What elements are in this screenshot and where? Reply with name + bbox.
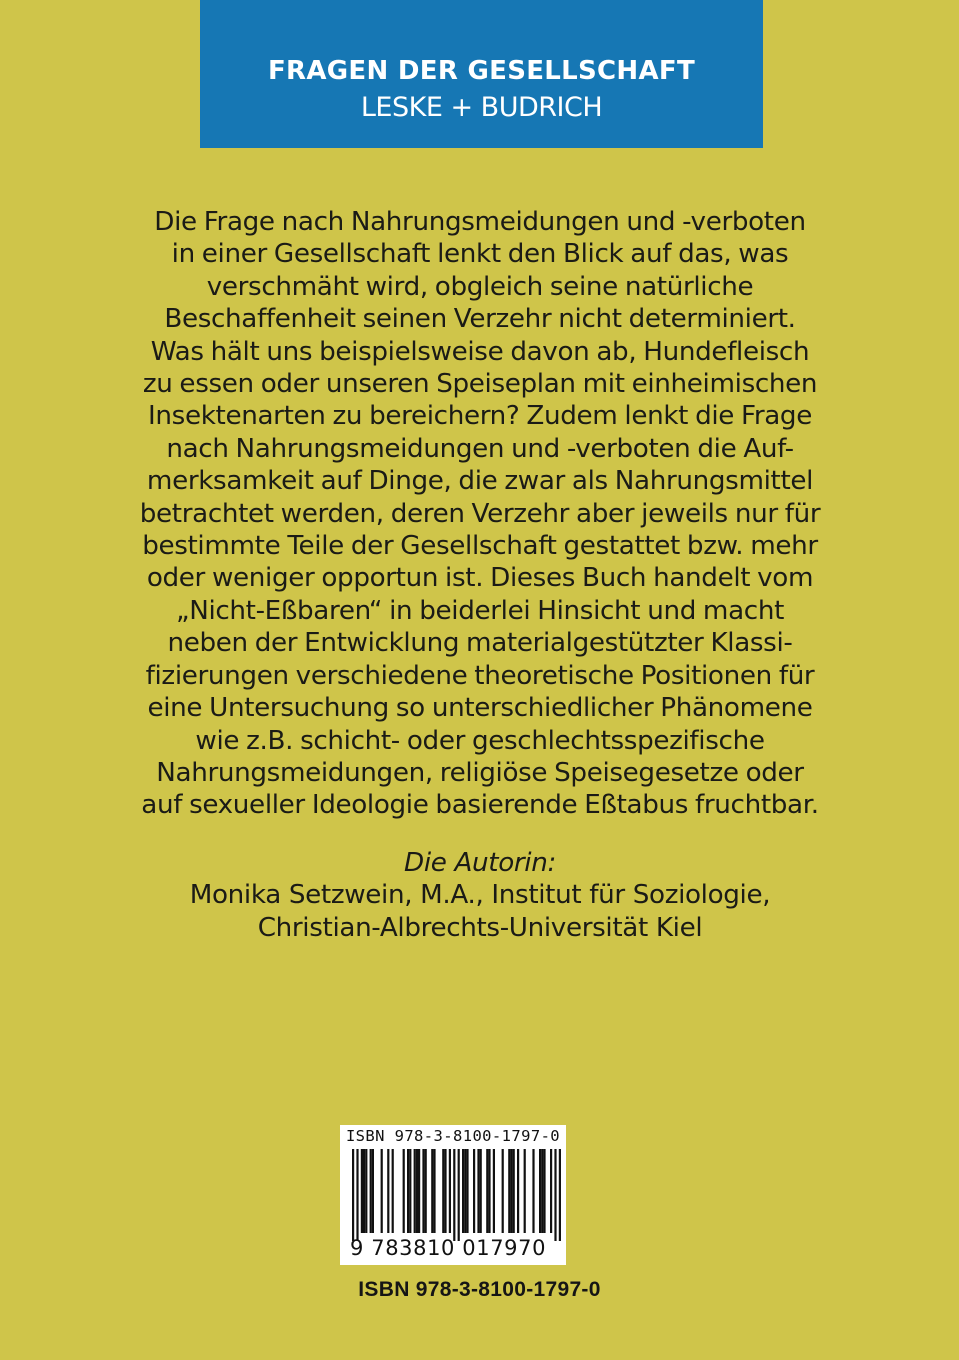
- barcode-bar: [541, 1149, 543, 1233]
- author-info: [96, 847, 864, 944]
- barcode-bar: [539, 1149, 541, 1233]
- description-line: eine Untersuchung so unterschiedlicher Phänomene: [147, 693, 813, 724]
- barcode-bar: [510, 1149, 512, 1233]
- barcode-bar: [502, 1149, 504, 1233]
- barcode-bar: [473, 1149, 475, 1233]
- barcode-bar: [403, 1149, 405, 1233]
- barcode-bar: [381, 1149, 383, 1233]
- barcode-bar: [433, 1149, 435, 1233]
- series-banner: [200, 0, 763, 148]
- barcode-bar: [543, 1149, 545, 1233]
- description-line: betrachtet werden, deren Verzehr aber jeweils nur für: [139, 498, 821, 529]
- barcode-bar: [387, 1149, 389, 1233]
- barcode-bar: [356, 1149, 358, 1241]
- barcode-bar: [431, 1149, 433, 1233]
- barcode-bar: [477, 1149, 479, 1233]
- barcode-bar: [462, 1149, 464, 1233]
- barcode-bar: [517, 1149, 519, 1233]
- barcode-bar: [416, 1149, 418, 1233]
- description-line: zu essen oder unseren Speiseplan mit einheimischen: [142, 369, 818, 400]
- description-line: merksamkeit auf Dinge, die zwar als Nahrungsmittel: [146, 466, 814, 497]
- barcode-bar: [532, 1149, 534, 1233]
- series-title: FRAGEN DER GESELLSCHAFT: [267, 56, 696, 86]
- description-line: fizierungen verschiedene theoretische Positionen für: [145, 660, 815, 691]
- barcode-bar: [453, 1149, 455, 1241]
- description-line: Die Frage nach Nahrungsmeidungen und -verboten: [154, 207, 806, 237]
- isbn-number: ISBN 978-3-8100-1797-0: [358, 1278, 601, 1301]
- barcode-bar: [409, 1149, 411, 1233]
- description-line: „Nicht-Eßbaren“ in beiderlei Hinsicht und macht: [175, 595, 785, 626]
- barcode-bar: [414, 1149, 416, 1233]
- barcode-bar: [370, 1149, 372, 1233]
- barcode-bar: [480, 1149, 482, 1233]
- barcode-bar: [513, 1149, 515, 1233]
- barcode-bar: [488, 1149, 490, 1233]
- book-description: [96, 206, 864, 822]
- barcode-isbn-label: ISBN 978-3-8100-1797-0: [345, 1127, 561, 1145]
- barcode-bar: [550, 1149, 552, 1233]
- barcode-bar: [422, 1149, 424, 1233]
- description-line: Nahrungsmeidungen, religiöse Speisegesetze oder: [156, 757, 804, 788]
- barcode-bar: [554, 1149, 556, 1241]
- barcode-bar: [559, 1149, 561, 1241]
- author-name-affiliation: Monika Setzwein, M.A., Institut für Soziologie,: [189, 880, 771, 911]
- description-line: nach Nahrungsmeidungen und -verboten die Auf-: [166, 433, 794, 464]
- barcode-bar: [524, 1149, 526, 1233]
- barcode: [340, 1125, 566, 1265]
- description-line: bestimmte Teile der Gesellschaft gestattet bzw. mehr: [142, 531, 818, 562]
- barcode-bar: [464, 1149, 466, 1233]
- barcode-bar: [372, 1149, 374, 1233]
- barcode-bar: [361, 1149, 363, 1233]
- barcode-bar: [363, 1149, 365, 1233]
- barcode-bar: [392, 1149, 394, 1233]
- description-line: oder weniger opportun ist. Dieses Buch handelt vom: [146, 563, 814, 594]
- barcode-bar: [486, 1149, 488, 1233]
- barcode-bar: [449, 1149, 451, 1233]
- barcode-bar: [418, 1149, 420, 1233]
- barcode-bar: [444, 1149, 446, 1233]
- description-line: in einer Gesellschaft lenkt den Blick auf das, was: [171, 239, 789, 270]
- barcode-bar: [458, 1149, 460, 1241]
- barcode-bar: [442, 1149, 444, 1233]
- description-line: Was hält uns beispielsweise davon ab, Hundefleisch: [150, 336, 810, 367]
- author-heading: Die Autorin:: [404, 848, 556, 878]
- description-line: auf sexueller Ideologie basierende Eßtabus fruchtbar.: [141, 790, 819, 821]
- barcode-bar: [493, 1149, 495, 1233]
- barcode-bar: [425, 1149, 427, 1233]
- author-university: Christian-Albrechts-Universität Kiel: [257, 912, 703, 943]
- description-line: verschmäht wird, obgleich seine natürliche: [206, 271, 754, 302]
- description-line: Beschaffenheit seinen Verzehr nicht determiniert.: [164, 304, 796, 335]
- barcode-bar: [365, 1149, 367, 1233]
- barcode-bar: [508, 1149, 510, 1233]
- description-line: neben der Entwicklung materialgestützter Klassi-: [167, 628, 793, 659]
- description-line: Insektenarten zu bereichern? Zudem lenkt die Frage: [148, 401, 812, 432]
- barcode-bar: [407, 1149, 409, 1233]
- barcode-bar: [352, 1149, 354, 1241]
- publisher-name: LESKE + BUDRICH: [360, 92, 603, 123]
- barcode-bar: [466, 1149, 468, 1233]
- description-line: wie z.B. schicht- oder geschlechtsspezifische: [195, 725, 765, 756]
- barcode-digits: 9 783810 017970: [350, 1236, 547, 1260]
